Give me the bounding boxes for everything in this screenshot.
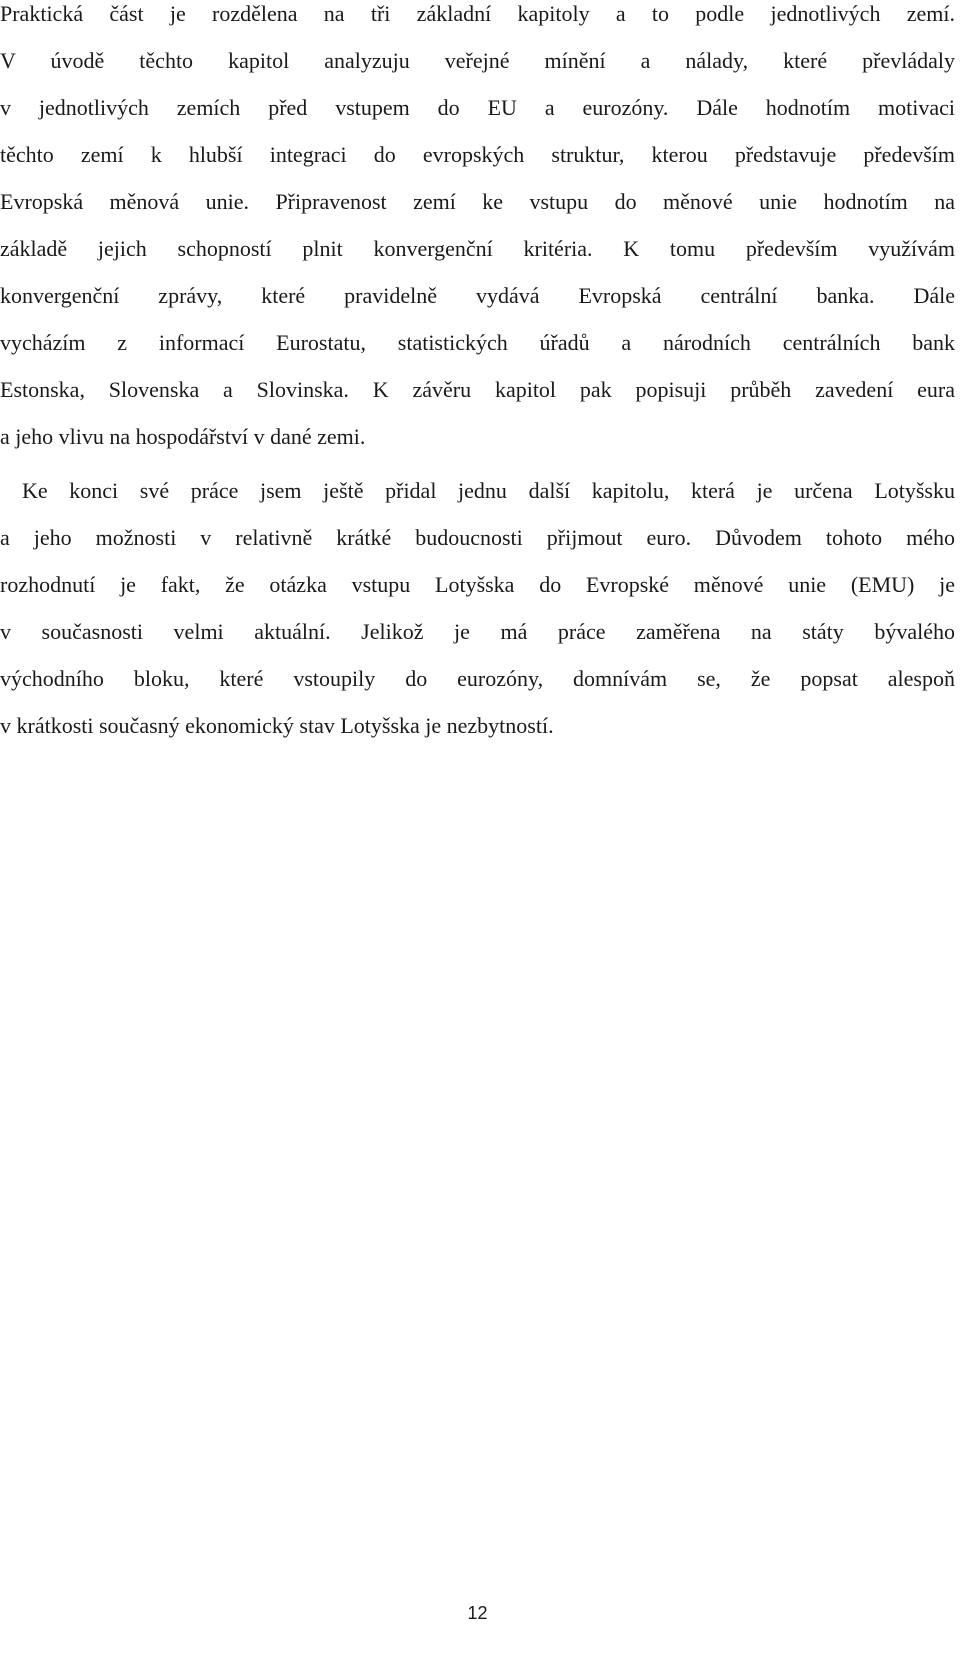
text-line: Praktická část je rozdělena na tři základní kapitoly a to podle jednotlivých zemí. (0, 1, 955, 26)
text-line: těchto zemí k hlubší integraci do evropských struktur, kterou představuje především (0, 142, 955, 167)
text-line: základě jejich schopností plnit konvergenční kritéria. K tomu především využívám (0, 236, 955, 261)
paragraph-latvia-chapter (0, 467, 955, 749)
text-line: a jeho možnosti v relativně krátké budoucnosti přijmout euro. Důvodem tohoto mého (0, 525, 955, 550)
text-line: V úvodě těchto kapitol analyzuju veřejné mínění a nálady, které převládaly (0, 48, 955, 73)
text-line: východního bloku, které vstoupily do eurozóny, domnívám se, že popsat alespoň (0, 666, 955, 691)
text-line: Estonska, Slovenska a Slovinska. K závěru kapitol pak popisuji průběh zavedení eura (0, 377, 955, 402)
text-line: konvergenční zprávy, které pravidelně vydává Evropská centrální banka. Dále (0, 283, 955, 308)
page-number: 12 (467, 1603, 488, 1623)
text-line: v současnosti velmi aktuální. Jelikož je má práce zaměřena na státy bývalého (0, 619, 955, 644)
paragraph-methodology (0, 0, 955, 460)
text-line: Ke konci své práce jsem ještě přidal jednu další kapitolu, která je určena Lotyšsku (22, 478, 955, 503)
text-line: vycházím z informací Eurostatu, statistických úřadů a národních centrálních bank (0, 330, 955, 355)
text-line: v krátkosti současný ekonomický stav Lotyšska je nezbytností. (0, 713, 554, 738)
text-line: Evropská měnová unie. Připravenost zemí ke vstupu do měnové unie hodnotím na (0, 189, 955, 214)
text-line: v jednotlivých zemích před vstupem do EU a eurozóny. Dále hodnotím motivaci (0, 95, 955, 120)
text-line: a jeho vlivu na hospodářství v dané zemi. (0, 424, 366, 449)
text-line: rozhodnutí je fakt, že otázka vstupu Lotyšska do Evropské měnové unie (EMU) je (0, 572, 955, 597)
